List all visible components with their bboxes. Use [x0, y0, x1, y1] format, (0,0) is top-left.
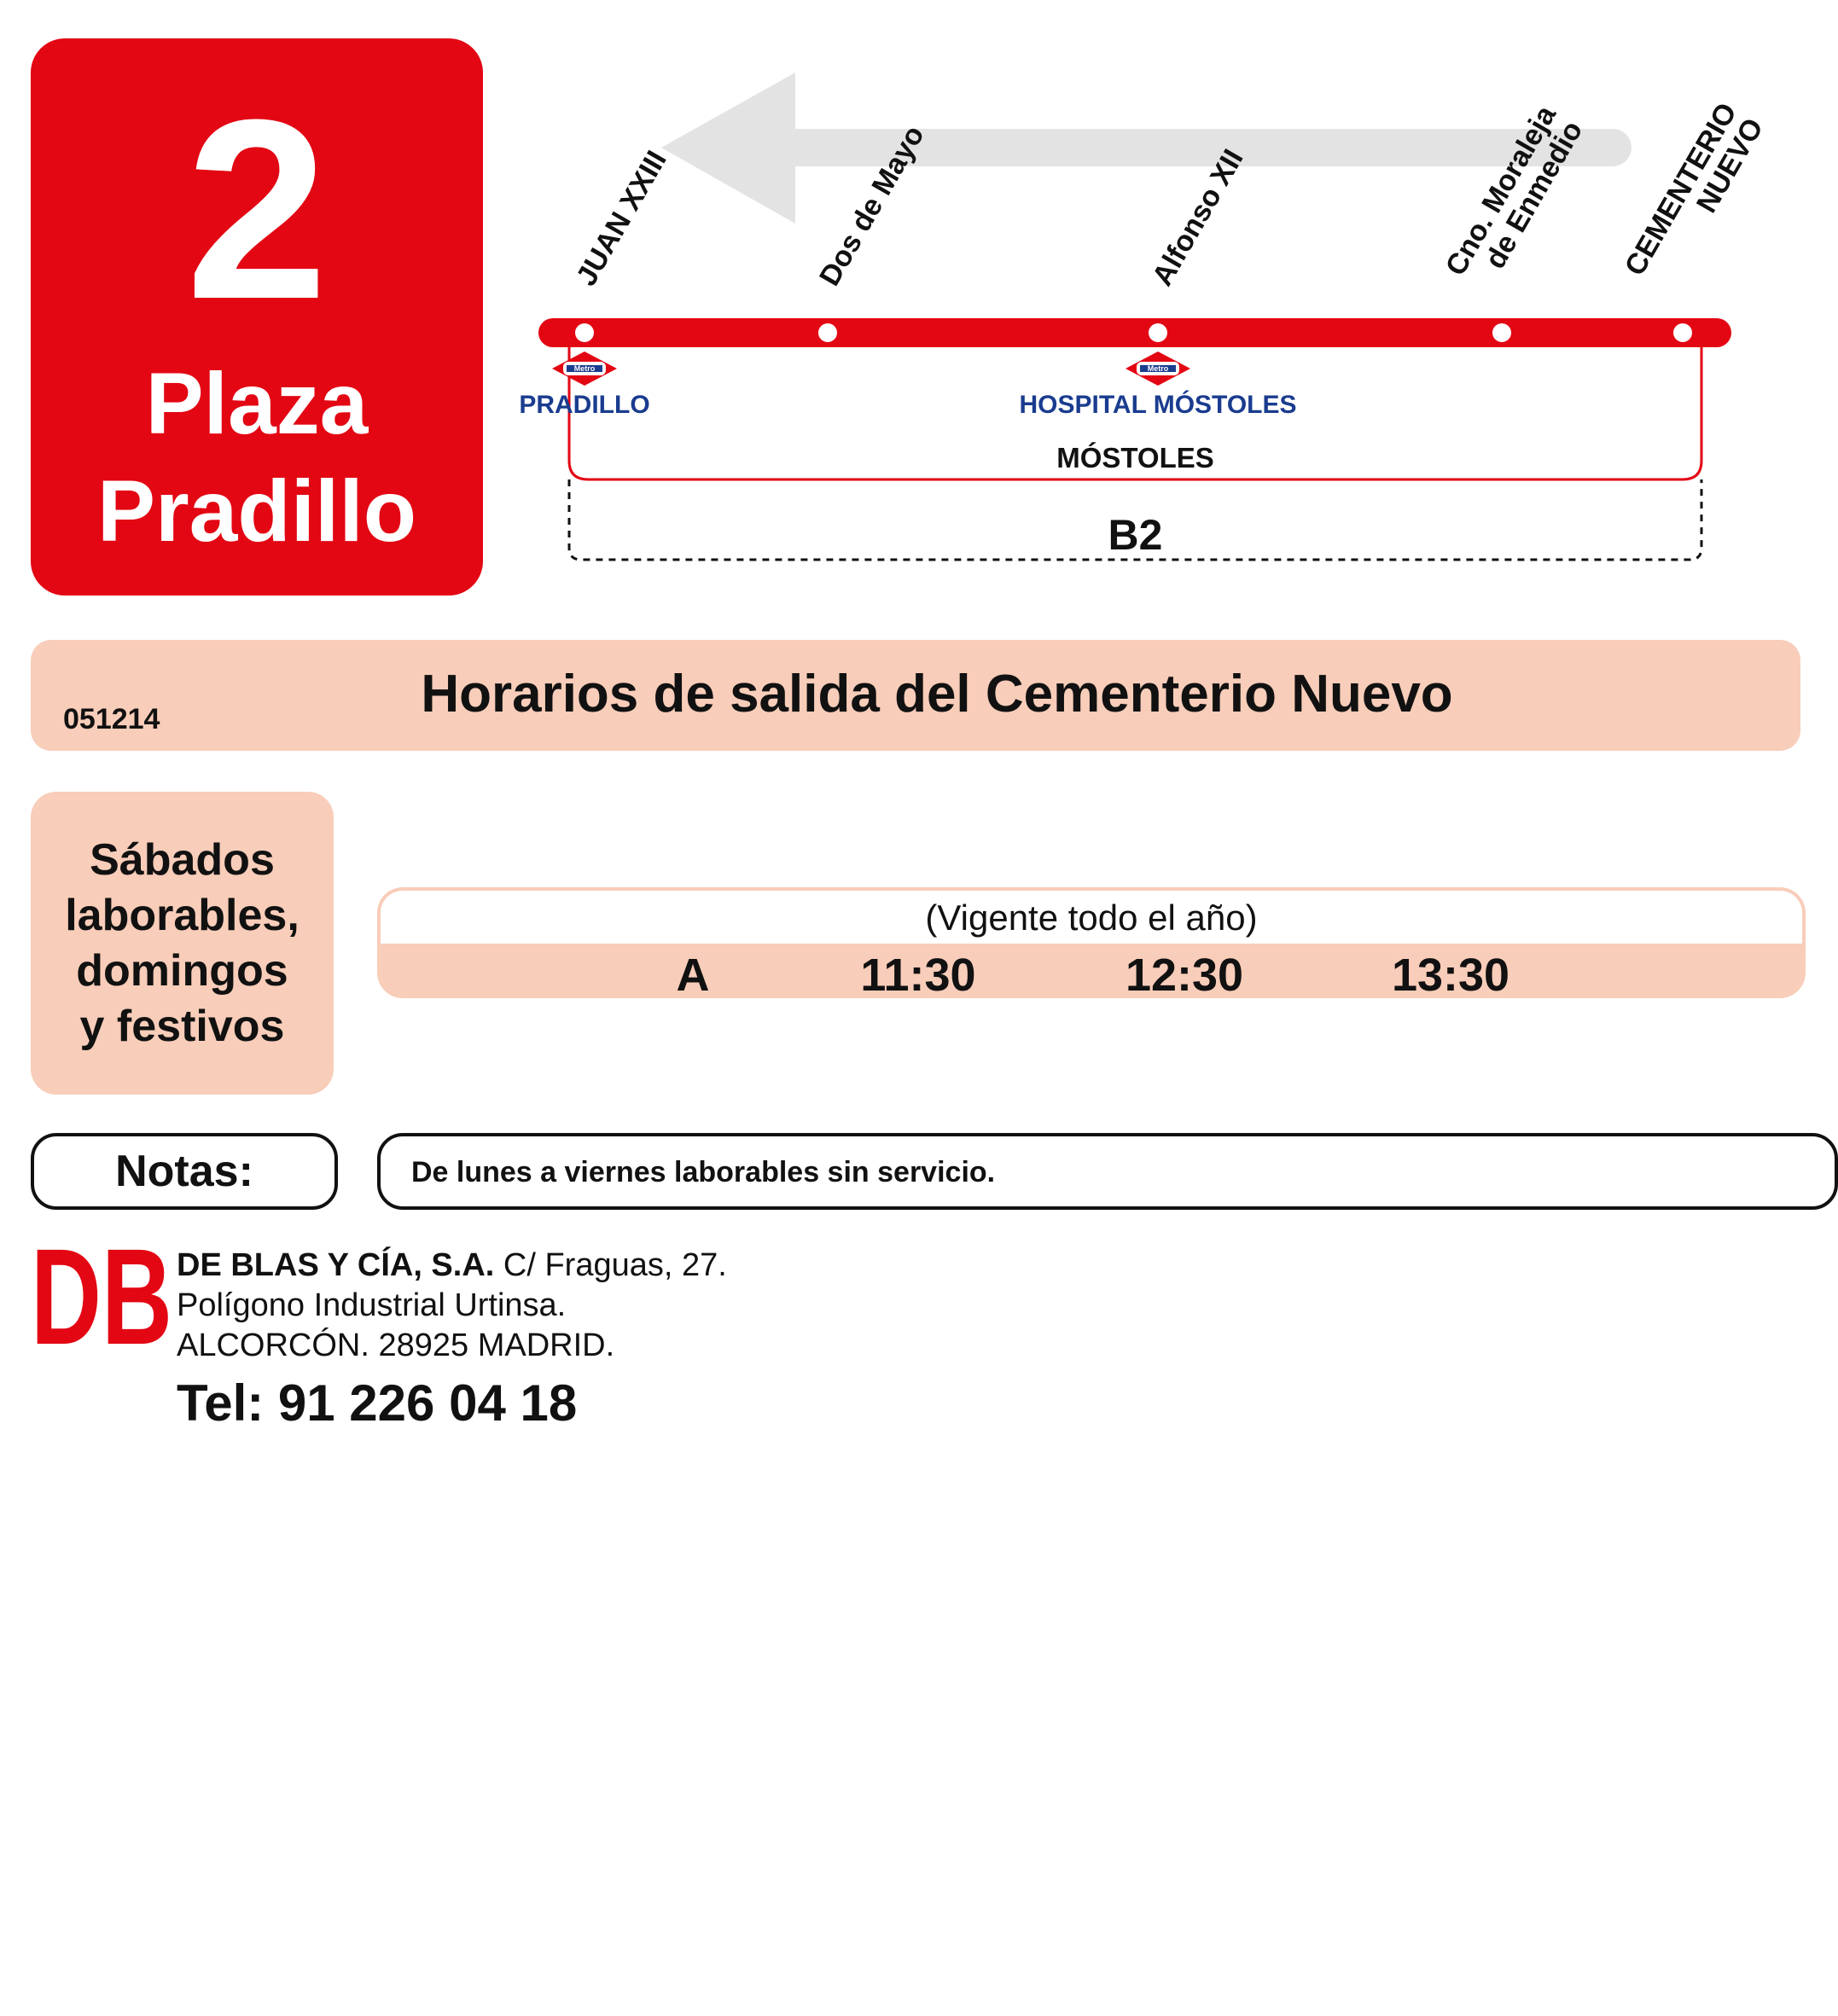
- header-band: [31, 640, 1800, 751]
- company-info: [177, 1246, 727, 1366]
- company-logo: [31, 1220, 176, 1373]
- company-address1: C/ Fraguas, 27.: [503, 1247, 727, 1283]
- notes-label: Notas:: [31, 1133, 338, 1210]
- route-diagram: [512, 51, 1835, 580]
- document-code: 051214: [63, 703, 160, 735]
- metro-station-hospital: HOSPITAL MÓSTOLES: [1019, 391, 1297, 419]
- route-name-line1: Plaza: [145, 355, 369, 452]
- variant-label: B2: [1108, 511, 1163, 559]
- svg-text:Metro: Metro: [1147, 364, 1169, 373]
- metro-icon: [552, 351, 617, 386]
- timetable-cell: 13:30: [1391, 950, 1510, 1001]
- stop-label-alfonso-xii: Alfonso XII: [1145, 143, 1250, 292]
- notes-text: De lunes a viernes laborables sin servicio.: [377, 1133, 1838, 1210]
- stop-label-cementerio: CEMENTERIO NUEVO: [1618, 97, 1771, 282]
- company-address3: ALCORCÓN. 28925 MADRID.: [177, 1328, 615, 1363]
- day-type-box: [31, 792, 334, 1095]
- company-name: DE BLAS Y CÍA, S.A.: [177, 1247, 495, 1283]
- route-name-line2: Pradillo: [96, 462, 417, 560]
- schedule-title: Horarios de salida del Cementerio Nuevo: [421, 665, 1453, 723]
- metro-icon: [1125, 351, 1190, 386]
- svg-text:DB: DB: [31, 1220, 172, 1373]
- timetable-cell: 12:30: [1125, 950, 1244, 1001]
- timetable-cell: A: [676, 950, 710, 1001]
- validity-text: (Vigente todo el año): [925, 898, 1258, 938]
- direction-arrow-icon: [661, 73, 1613, 224]
- area-label: MÓSTOLES: [1056, 442, 1214, 473]
- timetable-header: [381, 891, 1802, 944]
- stop-dot: [575, 323, 594, 342]
- metro-station-pradillo: PRADILLO: [519, 391, 650, 419]
- route-name: [31, 350, 483, 565]
- company-phone: Tel: 91 226 04 18: [177, 1374, 578, 1432]
- timetable-cell: 11:30: [860, 950, 976, 1001]
- stop-dot: [1492, 323, 1511, 342]
- route-diagram-graphics: [512, 51, 1835, 580]
- stop-label-juan-xxiii: JUAN XXIII: [569, 145, 673, 292]
- timetable: [377, 887, 1806, 1001]
- stop-label-dos-de-mayo: Dos de Mayo: [812, 119, 931, 292]
- route-number: 2: [185, 66, 329, 352]
- stop-dot: [818, 323, 837, 342]
- stop-dot: [1149, 323, 1167, 342]
- day-type-label: Sábados laborables, domingos y festivos: [65, 834, 300, 1051]
- stop-label-moraleja: Cno. Moraleja de Enmedio: [1439, 100, 1590, 282]
- stop-dot: [1673, 323, 1692, 342]
- svg-text:Metro: Metro: [573, 364, 596, 373]
- company-address2: Polígono Industrial Urtinsa.: [177, 1287, 567, 1323]
- route-badge: [31, 38, 483, 596]
